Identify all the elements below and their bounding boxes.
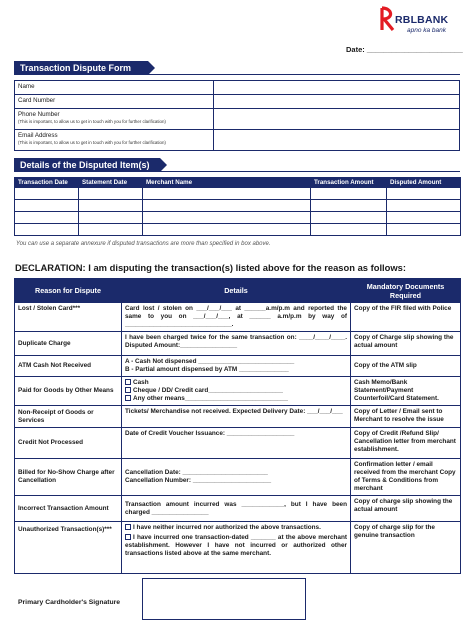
table-row — [15, 212, 461, 224]
unauthorized-options: I have neither incurred nor authorized the above transactions. I have incurred one transaction-dated _______ at the above merchant establishment. However I have not incurred or authorized other transactions listed above at the same merchant. — [122, 522, 351, 574]
non-receipt-details[interactable]: Tickets/ Merchandise not received. Expected Delivery Date: ___/___/___ — [122, 406, 351, 428]
disputed-items-banner — [14, 158, 160, 172]
personal-details-table — [14, 80, 460, 151]
one-incurred-checkbox[interactable] — [125, 534, 131, 540]
col-details: Details — [122, 279, 351, 303]
table-row — [15, 200, 461, 212]
table-row: Paid for Goods by Other Means Cash Cheque / DD/ Credit card_____________________ Any other means_____________________________ Cash Memo/Bank Statement/Payment Counterfoil/Card Statement. — [15, 377, 461, 406]
disputed-items-title: Details of the Disputed Item(s) — [20, 160, 150, 170]
incorrect-amount-details[interactable]: Transaction amount incurred was ____________, but I have been charged ________________ — [122, 496, 351, 522]
bank-name: RBLBANK — [395, 14, 449, 26]
col-transaction-date: Transaction Date — [15, 178, 79, 188]
date-field[interactable]: Date: _______________________ — [346, 45, 463, 54]
divider — [14, 171, 460, 172]
table-row: Unauthorized Transaction(s)*** I have neither incurred nor authorized the above transactions. I have incurred one transaction-dated _______ at the above merchant establishment. However I have not incurred or authorized other transactions listed above at the same merchant. Copy of charge slip for the genuine transaction — [15, 522, 461, 574]
email-address-input[interactable] — [214, 130, 460, 151]
table-row: ATM Cash Not Received A - Cash Not dispensed ___________________________ B - Partial amount dispensed by ATM ______________ Copy of the ATM slip — [15, 356, 461, 377]
disputed-items-table — [14, 177, 461, 236]
phone-number-label: Phone Number (This is important, to allow us to get in touch with you for further clarification) — [15, 109, 214, 130]
bank-tagline: apno ka bank — [407, 27, 447, 34]
table-row — [15, 188, 461, 200]
phone-number-input[interactable] — [214, 109, 460, 130]
form-title: Transaction Dispute Form — [20, 63, 132, 73]
rbl-bank-logo — [380, 6, 468, 40]
signature-label: Primary Cardholder's Signature — [18, 599, 121, 606]
table-row: Duplicate Charge I have been charged twice for the same transaction on: ____/____/____. Disputed Amount:________________ Copy of Charge slip showing the actual amount — [15, 332, 461, 356]
phone-note: (This is important, to allow us to get in touch with you for further clarification) — [18, 119, 166, 124]
table-row: Credit Not Processed Date of Credit Voucher Issuance: ___________________ Copy of Credit /Refund Slip/ Cancellation letter from merchant establishment. — [15, 428, 461, 459]
col-reason: Reason for Dispute — [15, 279, 122, 303]
table-row: Billed for No-Show Charge after Cancellation Cancellation Date: ________________________ Cancellation Number: ______________________ Confirmation letter / email received from the merchant Copy of Terms & Conditions from merchant — [15, 459, 461, 496]
col-documents: Mandatory Documents Required — [351, 279, 461, 303]
other-means-checkbox[interactable] — [125, 395, 131, 401]
table-row: Non-Receipt of Goods or Services Tickets/ Merchandise not received. Expected Delivery Date: ___/___/___ Copy of Letter / Email sent to Merchant to resolve the issue — [15, 406, 461, 428]
card-number-input[interactable] — [214, 95, 460, 109]
atm-cash-details[interactable]: A - Cash Not dispensed ___________________________ B - Partial amount dispensed by ATM ______________ — [122, 356, 351, 377]
table-row: Incorrect Transaction Amount Transaction amount incurred was ____________, but I have been charged ________________ Copy of charge slip showing the actual amount — [15, 496, 461, 522]
declaration-heading: DECLARATION: I am disputing the transaction(s) listed above for the reason as follows: — [15, 262, 407, 273]
cash-checkbox[interactable] — [125, 379, 131, 385]
dispute-reasons-table — [14, 278, 461, 574]
signature-box[interactable] — [142, 578, 306, 620]
bank-logo-icon — [380, 6, 396, 32]
table-row — [15, 224, 461, 236]
form-title-banner — [14, 61, 148, 75]
col-transaction-amount: Transaction Amount — [311, 178, 387, 188]
credit-not-processed-details[interactable]: Date of Credit Voucher Issuance: ___________________ — [122, 428, 351, 459]
cheque-checkbox[interactable] — [125, 387, 131, 393]
annexure-note: You can use a separate annexure if disputed transactions are more than specified in box above. — [16, 241, 271, 247]
divider — [14, 74, 460, 75]
name-label: Name — [15, 81, 214, 95]
name-input[interactable] — [214, 81, 460, 95]
not-incurred-checkbox[interactable] — [125, 524, 131, 530]
lost-stolen-details[interactable]: Card lost / stolen on ___/___/___ at ______a.m/p.m and reported the same to you on ___/___/___, at ______ a.m/p.m by way of ______________________________. — [122, 303, 351, 332]
paid-other-means-options: Cash Cheque / DD/ Credit card_____________________ Any other means_____________________________ — [122, 377, 351, 406]
col-merchant-name: Merchant Name — [143, 178, 311, 188]
table-row: Lost / Stolen Card*** Card lost / stolen on ___/___/___ at ______a.m/p.m and reported the same to you on ___/___/___, at ______ a.m/p.m by way of ______________________________. Copy of the FIR filed with Police — [15, 303, 461, 332]
duplicate-charge-details[interactable]: I have been charged twice for the same transaction on: ____/____/____. Disputed Amount:________________ — [122, 332, 351, 356]
card-number-label: Card Number — [15, 95, 214, 109]
no-show-details[interactable]: Cancellation Date: ________________________ Cancellation Number: ______________________ — [122, 459, 351, 496]
col-disputed-amount: Disputed Amount — [387, 178, 461, 188]
email-note: (This is important, to allow us to get in touch with you for further clarification) — [18, 140, 166, 145]
col-statement-date: Statement Date — [79, 178, 143, 188]
email-address-label: Email Address (This is important, to allow us to get in touch with you for further clarification) — [15, 130, 214, 151]
